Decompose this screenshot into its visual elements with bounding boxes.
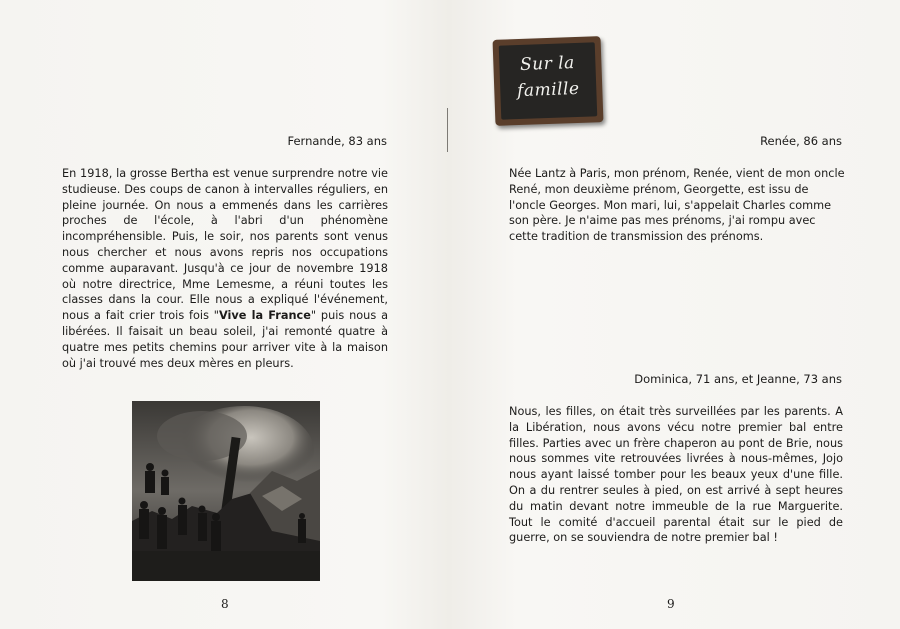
renee-paragraph: Née Lantz à Paris, mon prénom, Renée, vient de mon oncle René, mon deuxième prénom, Georgette, est issu de l'oncle Georges. Mon mari, lui, s'appelait Charles comme son père. Je n'aime pas mes prénoms, j'ai rompu avec cette tradition de transmission des prénoms. xyxy=(509,167,845,244)
page-number-left: 8 xyxy=(221,597,229,611)
chalkboard-heading xyxy=(493,36,604,126)
page-number-right: 9 xyxy=(667,597,675,611)
attribution-fernande: Fernande, 83 ans xyxy=(287,134,387,148)
war-cannon-photo-drawing xyxy=(132,401,320,581)
dominica-jeanne-paragraph: Nous, les filles, on était très surveillées par les parents. A la Libération, nous avons vécu notre premier bal entre filles. Parties avec un frère chaperon au pont de Brie, nous nous sommes vite retrouvées livrées à nous-mêmes, Jojo nous ayant laissé tomber pour les beaux yeux d'une fille. On a du rentrer seules à pied, on est arrivé à sept heures du matin devant notre immeuble de la rue Marguerite. Tout le comité d'accueil parental était sur le pied de guerre, on se souviendra de notre premier bal ! xyxy=(509,405,843,545)
chalkboard-line-2: famille xyxy=(516,78,580,102)
war-cannon-photo xyxy=(132,401,320,581)
left-page xyxy=(0,0,449,629)
attribution-dominica-jeanne: Dominica, 71 ans, et Jeanne, 73 ans xyxy=(634,372,842,386)
vive-la-france-bold: Vive la France xyxy=(219,309,311,323)
chalkboard-line-1: Sur la xyxy=(519,53,576,75)
fernande-text-start: En 1918, la grosse Bertha est venue surprendre notre vie studieuse. Des coups de canon à intervalles réguliers, en pleine journée. On nous a emmenés dans les carrières proches de l'école, à l'abri d'un phénomène incompréhensible. Puis, le soir, nos parents sont venus nous chercher et nous avons repris nos occupations comme auparavant. Jusqu'à ce jour de novembre 1918 où notre directrice, Mme Lemesme, a réuni toutes les classes dans la cour. Elle nous a expliqué l'événement, nous a fait crier trois fois " xyxy=(62,167,388,323)
fernande-text-end: " puis nous a libérées. Il faisait un beau soleil, j'ai remonté quatre à quatre mes petits chemins pour arriver vite à la maison où j'ai trouvé mes deux mères en pleurs. xyxy=(62,309,388,370)
fernande-paragraph xyxy=(62,166,388,371)
attribution-renee: Renée, 86 ans xyxy=(760,134,842,148)
chalkboard-slate xyxy=(499,42,598,119)
